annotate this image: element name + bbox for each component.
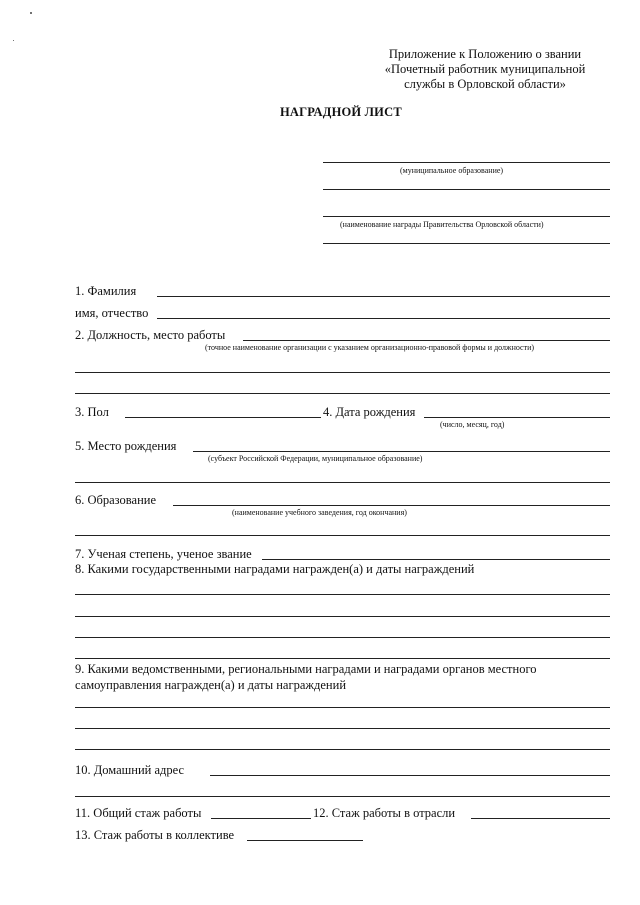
education-caption: (наименование учебного заведения, год окончания) [232, 508, 407, 517]
education-line[interactable] [173, 505, 610, 506]
appendix-line-2: «Почетный работник муниципальной [384, 62, 586, 76]
field-2-label: 2. Должность, место работы [75, 328, 226, 342]
birth-place-line[interactable] [193, 451, 610, 452]
field-11-label: 11. Общий стаж работы [75, 806, 202, 820]
state-awards-line-2[interactable] [75, 616, 610, 617]
scan-speck [13, 40, 14, 41]
dept-awards-line-2[interactable] [75, 728, 610, 729]
municipality-line[interactable] [323, 162, 610, 163]
state-awards-line-4[interactable] [75, 658, 610, 659]
state-awards-line-1[interactable] [75, 594, 610, 595]
home-address-line[interactable] [210, 775, 610, 776]
field-6-label: 6. Образование [75, 493, 157, 507]
field-7-label: 7. Ученая степень, ученое звание [75, 547, 252, 561]
name-patronymic-line[interactable] [157, 318, 610, 319]
field-1-label: 1. Фамилия [75, 284, 137, 298]
education-line-2[interactable] [75, 535, 610, 536]
field-13-label: 13. Стаж работы в коллективе [75, 828, 235, 842]
position-line-2[interactable] [75, 372, 610, 373]
total-experience-line[interactable] [211, 818, 311, 819]
field-9-label-cont: самоуправления награжден(а) и даты награждений [75, 678, 347, 692]
field-9-label: 9. Какими ведомственными, региональными наградами и наградами органов местного [75, 662, 537, 676]
birth-place-line-2[interactable] [75, 482, 610, 483]
birth-date-line[interactable] [424, 417, 610, 418]
award-name-line[interactable] [323, 216, 610, 217]
appendix-line-1: Приложение к Положению о звании [388, 47, 582, 61]
team-experience-line[interactable] [247, 840, 363, 841]
field-4-label: 4. Дата рождения [323, 405, 416, 419]
award-name-caption: (наименование награды Правительства Орловской области) [340, 220, 544, 229]
position-line[interactable] [243, 340, 610, 341]
field-3-label: 3. Пол [75, 405, 109, 419]
position-line-3[interactable] [75, 393, 610, 394]
organization-caption: (точное наименование организации с указанием организационно-правовой формы и должности) [205, 343, 535, 352]
field-5-label: 5. Место рождения [75, 439, 177, 453]
birth-date-caption: (число, месяц, год) [440, 420, 505, 429]
sex-line[interactable] [125, 417, 321, 418]
dept-awards-line-1[interactable] [75, 707, 610, 708]
scan-speck [30, 12, 32, 14]
document-title: НАГРАДНОЙ ЛИСТ [280, 105, 402, 119]
field-10-label: 10. Домашний адрес [75, 763, 185, 777]
field-8-label: 8. Какими государственными наградами награжден(а) и даты награждений [75, 562, 475, 576]
field-1b-label: имя, отчество [75, 306, 149, 320]
birth-place-caption: (субъект Российской Федерации, муниципальное образование) [208, 454, 423, 463]
dept-awards-line-3[interactable] [75, 749, 610, 750]
industry-experience-line[interactable] [471, 818, 610, 819]
appendix-line-3: службы в Орловской области» [404, 77, 566, 91]
state-awards-line-3[interactable] [75, 637, 610, 638]
municipality-line-2[interactable] [323, 189, 610, 190]
degree-line[interactable] [262, 559, 610, 560]
surname-line[interactable] [157, 296, 610, 297]
home-address-line-2[interactable] [75, 796, 610, 797]
municipality-caption: (муниципальное образование) [400, 166, 504, 175]
award-name-line-2[interactable] [323, 243, 610, 244]
field-12-label: 12. Стаж работы в отрасли [313, 806, 456, 820]
